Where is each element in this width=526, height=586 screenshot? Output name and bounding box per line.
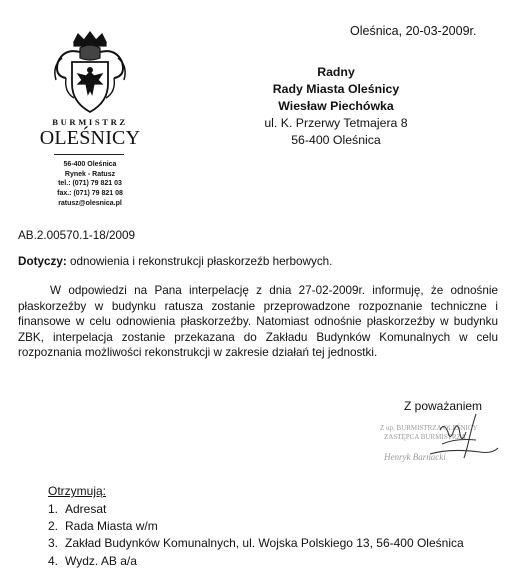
list-item-number: 3. xyxy=(48,536,59,551)
recipient-city: 56-400 Oleśnica xyxy=(291,133,381,147)
recipients-list xyxy=(48,501,464,570)
stamp-line: Z up. BURMISTRZA OLEŚNICY xyxy=(380,424,478,432)
letterhead-address xyxy=(44,160,136,198)
list-item-text: Adresat xyxy=(65,502,107,516)
letterhead-title: BURMISTRZ xyxy=(52,117,128,127)
recipient-line: Radny xyxy=(317,65,355,79)
recipient-line: Rady Miasta Oleśnicy xyxy=(272,82,400,96)
list-item xyxy=(48,553,464,570)
list-item xyxy=(48,518,464,535)
list-item-number: 4. xyxy=(48,553,59,568)
letterhead-address-line: Rynek - Ratusz xyxy=(64,170,116,178)
recipient-name: Wiesław Piechówka xyxy=(278,99,394,113)
letterhead-divider xyxy=(54,154,124,155)
letter-date: Oleśnica, 20-03-2009r. xyxy=(350,24,477,38)
list-item xyxy=(48,535,464,552)
city-crest-logo xyxy=(44,28,136,120)
signature-stamp-image xyxy=(380,408,520,478)
letterhead-address-line: fax.: (071) 79 821 08 xyxy=(57,189,123,197)
svg-text:Henryk Barnacki: Henryk Barnacki xyxy=(384,452,446,462)
svg-text:ZASTĘPCA BURMISTRZA: ZASTĘPCA BURMISTRZA xyxy=(384,433,466,441)
letterhead-email: ratusz@olesnica.pl xyxy=(58,200,122,207)
list-item-number: 2. xyxy=(48,519,59,534)
list-item-text: Wydz. AB a/a xyxy=(65,553,137,568)
letterhead-address-line: 56-400 Oleśnica xyxy=(63,161,117,168)
closing-greeting: Z poważaniem xyxy=(404,399,483,413)
body-paragraph: W odpowiedzi na Pana interpelację z dnia 27-02-2009r. informuję, że odnośnie płaskorzeźby w budynku ratusza zostanie przeprowadzone rozpoznanie techniczne i finansowe w celu odnowienia płaskorzeźby. Natomiast odnośnie płaskorzeźby w budynku ZBK, interpelacja zostanie przekazana do Zakładu Budynków Komunalnych w celu rozpoznania możliwości rekonstrukcji w zakresie działań tej jednostki. xyxy=(18,284,498,360)
letterhead-city: OLEŚNICY xyxy=(39,127,141,149)
list-item-text: Zakład Budynków Komunalnych, ul. Wojska Polskiego 13, 56-400 Oleśnica xyxy=(65,536,464,551)
letterhead-address-line: tel.: (071) 79 821 03 xyxy=(58,180,122,188)
recipient-street: ul. K. Przerwy Tetmajera 8 xyxy=(264,116,408,130)
subject-label: Dotyczy: xyxy=(18,255,67,268)
recipients-heading: Otrzymują: xyxy=(48,484,107,498)
list-item-number: 1. xyxy=(48,502,59,516)
subject-line xyxy=(18,254,332,270)
reference-number: AB.2.00570.1-18/2009 xyxy=(18,229,135,242)
list-item xyxy=(48,501,464,518)
subject-text: odnowienia i rekonstrukcji płaskorzeźb herbowych. xyxy=(66,255,333,268)
letter-body xyxy=(18,283,498,361)
list-item-text: Rada Miasta w/m xyxy=(65,519,158,534)
